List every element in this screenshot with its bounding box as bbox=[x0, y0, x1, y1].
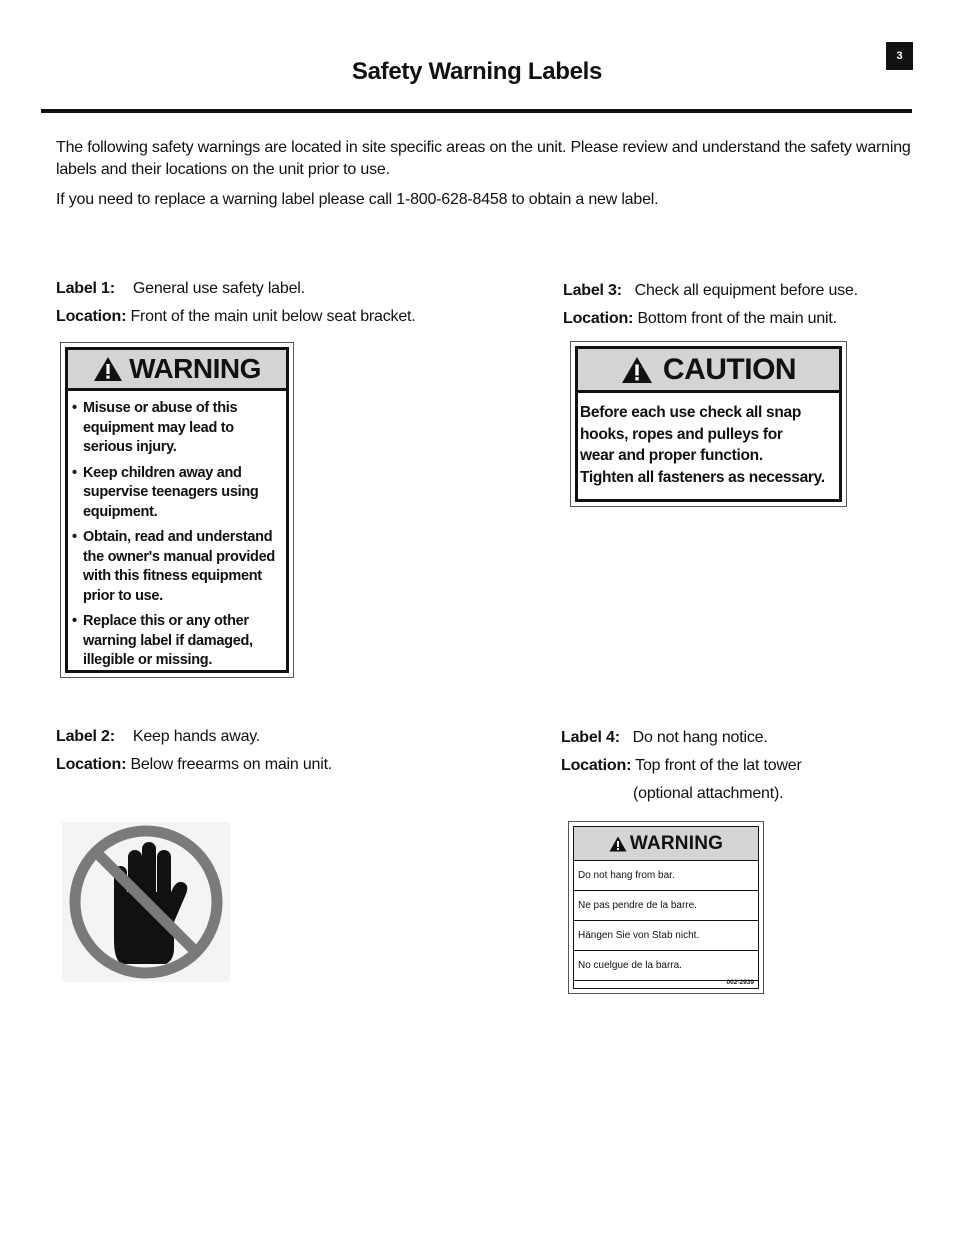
intro-paragraph-1: The following safety warnings are located in site specific areas on the unit. Please review and understand the safety warning labels and their locations on the unit prior to use. bbox=[56, 139, 911, 178]
table-row: Hängen Sie von Stab nicht. bbox=[574, 921, 758, 951]
label-3-text: Check all equipment before use. bbox=[634, 282, 858, 299]
do-not-hang-sign-header bbox=[574, 827, 758, 861]
caution-sign-header bbox=[578, 349, 839, 393]
general-use-warning-sign bbox=[60, 342, 294, 678]
label-4-text: Do not hang notice. bbox=[632, 729, 768, 746]
title-divider bbox=[41, 109, 912, 113]
label-3-location-key: Location: bbox=[563, 310, 634, 327]
intro-paragraph-2: If you need to replace a warning label please call 1-800-628-8458 to obtain a new label. bbox=[56, 191, 659, 208]
label-4-key: Label 4: bbox=[561, 729, 620, 746]
warning-sign-header bbox=[68, 350, 286, 391]
caution-line: wear and proper function. bbox=[580, 447, 763, 464]
label-3-location: Bottom front of the main unit. bbox=[637, 310, 837, 327]
label-2-text: Keep hands away. bbox=[132, 728, 261, 745]
page-number: 3 bbox=[886, 42, 913, 70]
caution-line: Before each use check all snap bbox=[580, 404, 802, 421]
sign-part-code: 002-2939 bbox=[726, 979, 754, 986]
warning-triangle-icon bbox=[93, 356, 123, 382]
label-4-caption bbox=[561, 724, 802, 808]
label-3-caption bbox=[563, 277, 858, 333]
page-title: Safety Warning Labels bbox=[351, 58, 603, 85]
warning-sign-heading: WARNING bbox=[129, 353, 261, 384]
warning-triangle-icon bbox=[609, 836, 627, 852]
list-item: • Obtain, read and understand the owner's manual provided with this fitness equipment prior to use. bbox=[72, 528, 284, 606]
label-4-location-key: Location: bbox=[561, 757, 632, 774]
label-2-location-key: Location: bbox=[56, 756, 127, 773]
warning-triangle-icon bbox=[621, 356, 653, 384]
caution-line: hooks, ropes and pulleys for bbox=[580, 425, 783, 443]
do-not-hang-warning-sign bbox=[568, 821, 764, 994]
label-3-key: Label 3: bbox=[563, 282, 622, 299]
list-item: • Keep children away and supervise teenagers using equipment. bbox=[72, 464, 284, 523]
table-row: Ne pas pendre de la barre. bbox=[574, 891, 758, 921]
caution-sign bbox=[570, 341, 847, 507]
table-row: No cuelgue de la barra. bbox=[574, 951, 758, 981]
no-hands-icon bbox=[62, 822, 230, 982]
label-1-location: Front of the main unit below seat bracket. bbox=[130, 308, 416, 325]
do-not-hang-sign-heading: WARNING bbox=[629, 832, 724, 854]
list-item: • Replace this or any other warning label if damaged, illegible or missing. bbox=[72, 612, 284, 671]
table-row: Do not hang from bar. bbox=[574, 861, 758, 891]
label-1-location-key: Location: bbox=[56, 308, 127, 325]
label-4-location: Top front of the lat tower bbox=[635, 757, 802, 774]
label-1-text: General use safety label. bbox=[132, 280, 305, 297]
label-4-location-continued: (optional attachment). bbox=[633, 785, 784, 802]
caution-line: Tighten all fasteners as necessary. bbox=[580, 468, 825, 486]
label-2-caption bbox=[56, 723, 332, 779]
list-item: • Misuse or abuse of this equipment may lead to serious injury. bbox=[72, 399, 284, 458]
label-1-key: Label 1: bbox=[56, 280, 115, 297]
intro-text bbox=[56, 137, 916, 219]
label-2-key: Label 2: bbox=[56, 728, 115, 745]
warning-sign-bullets bbox=[68, 391, 286, 671]
label-1-caption bbox=[56, 275, 416, 331]
caution-sign-heading: CAUTION bbox=[662, 352, 797, 386]
caution-sign-text bbox=[578, 393, 839, 488]
label-2-location: Below freearms on main unit. bbox=[130, 756, 333, 773]
